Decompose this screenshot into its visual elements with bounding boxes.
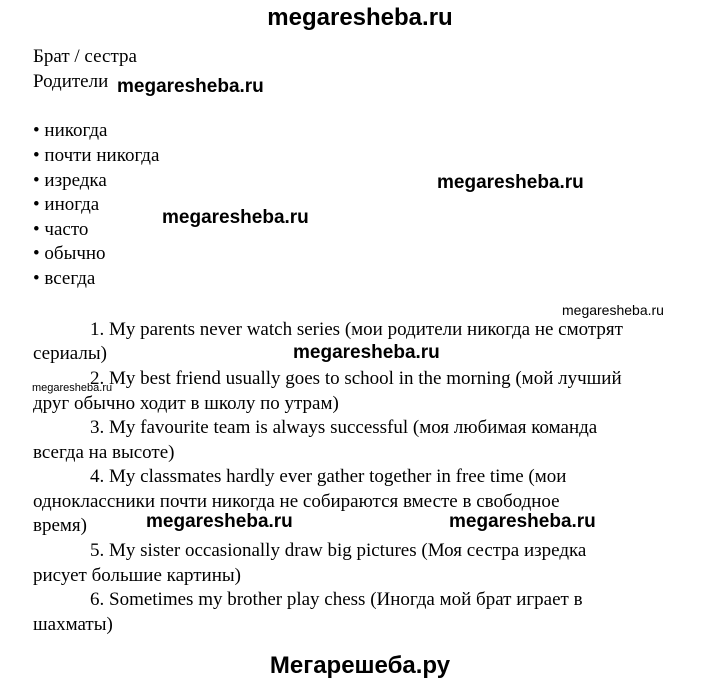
frequency-word: • почти никогда: [33, 145, 160, 166]
frequency-word: • иногда: [33, 194, 100, 215]
sentence-4-line-1: 4. My classmates hardly ever gather together in free time (мои: [90, 466, 567, 487]
header-line-sibling: Брат / сестра: [33, 46, 137, 67]
watermark: megaresheba.ru: [449, 511, 596, 532]
watermark: megaresheba.ru: [437, 172, 584, 193]
sentence-4-line-3: время): [33, 515, 87, 536]
sentence-2-line-1: 2. My best friend usually goes to school in the morning (мой лучший: [90, 368, 622, 389]
watermark: megaresheba.ru: [117, 76, 264, 97]
sentence-5-line-1: 5. My sister occasionally draw big pictures (Моя сестра изредка: [90, 540, 587, 561]
watermark: megaresheba.ru: [293, 342, 440, 363]
watermark: megaresheba.ru: [146, 511, 293, 532]
watermark: megaresheba.ru: [32, 382, 113, 394]
watermark: megaresheba.ru: [162, 207, 309, 228]
watermark: megaresheba.ru: [562, 302, 664, 318]
frequency-word: • изредка: [33, 170, 107, 191]
frequency-word: • всегда: [33, 268, 96, 289]
sentence-1-line-1: 1. My parents never watch series (мои родители никогда не смотрят: [90, 319, 623, 340]
sentence-3-line-1: 3. My favourite team is always successful (моя любимая команда: [90, 417, 598, 438]
sentence-4-line-2: одноклассники почти никогда не собираются вместе в свободное: [33, 491, 560, 512]
sentence-2-line-2: друг обычно ходит в школу по утрам): [33, 393, 339, 414]
sentence-1-line-2: сериалы): [33, 343, 107, 364]
header-line-parents: Родители: [33, 71, 109, 92]
frequency-word: • никогда: [33, 120, 108, 141]
sentence-6-line-2: шахматы): [33, 614, 113, 635]
sentence-3-line-2: всегда на высоте): [33, 442, 175, 463]
watermark-top: megaresheba.ru: [267, 4, 453, 31]
watermark-bottom: Мегарешеба.ру: [269, 652, 451, 679]
frequency-word: • обычно: [33, 243, 106, 264]
sentence-6-line-1: 6. Sometimes my brother play chess (Иногда мой брат играет в: [90, 589, 583, 610]
frequency-word: • часто: [33, 219, 89, 240]
sentence-5-line-2: рисует большие картины): [33, 565, 241, 586]
